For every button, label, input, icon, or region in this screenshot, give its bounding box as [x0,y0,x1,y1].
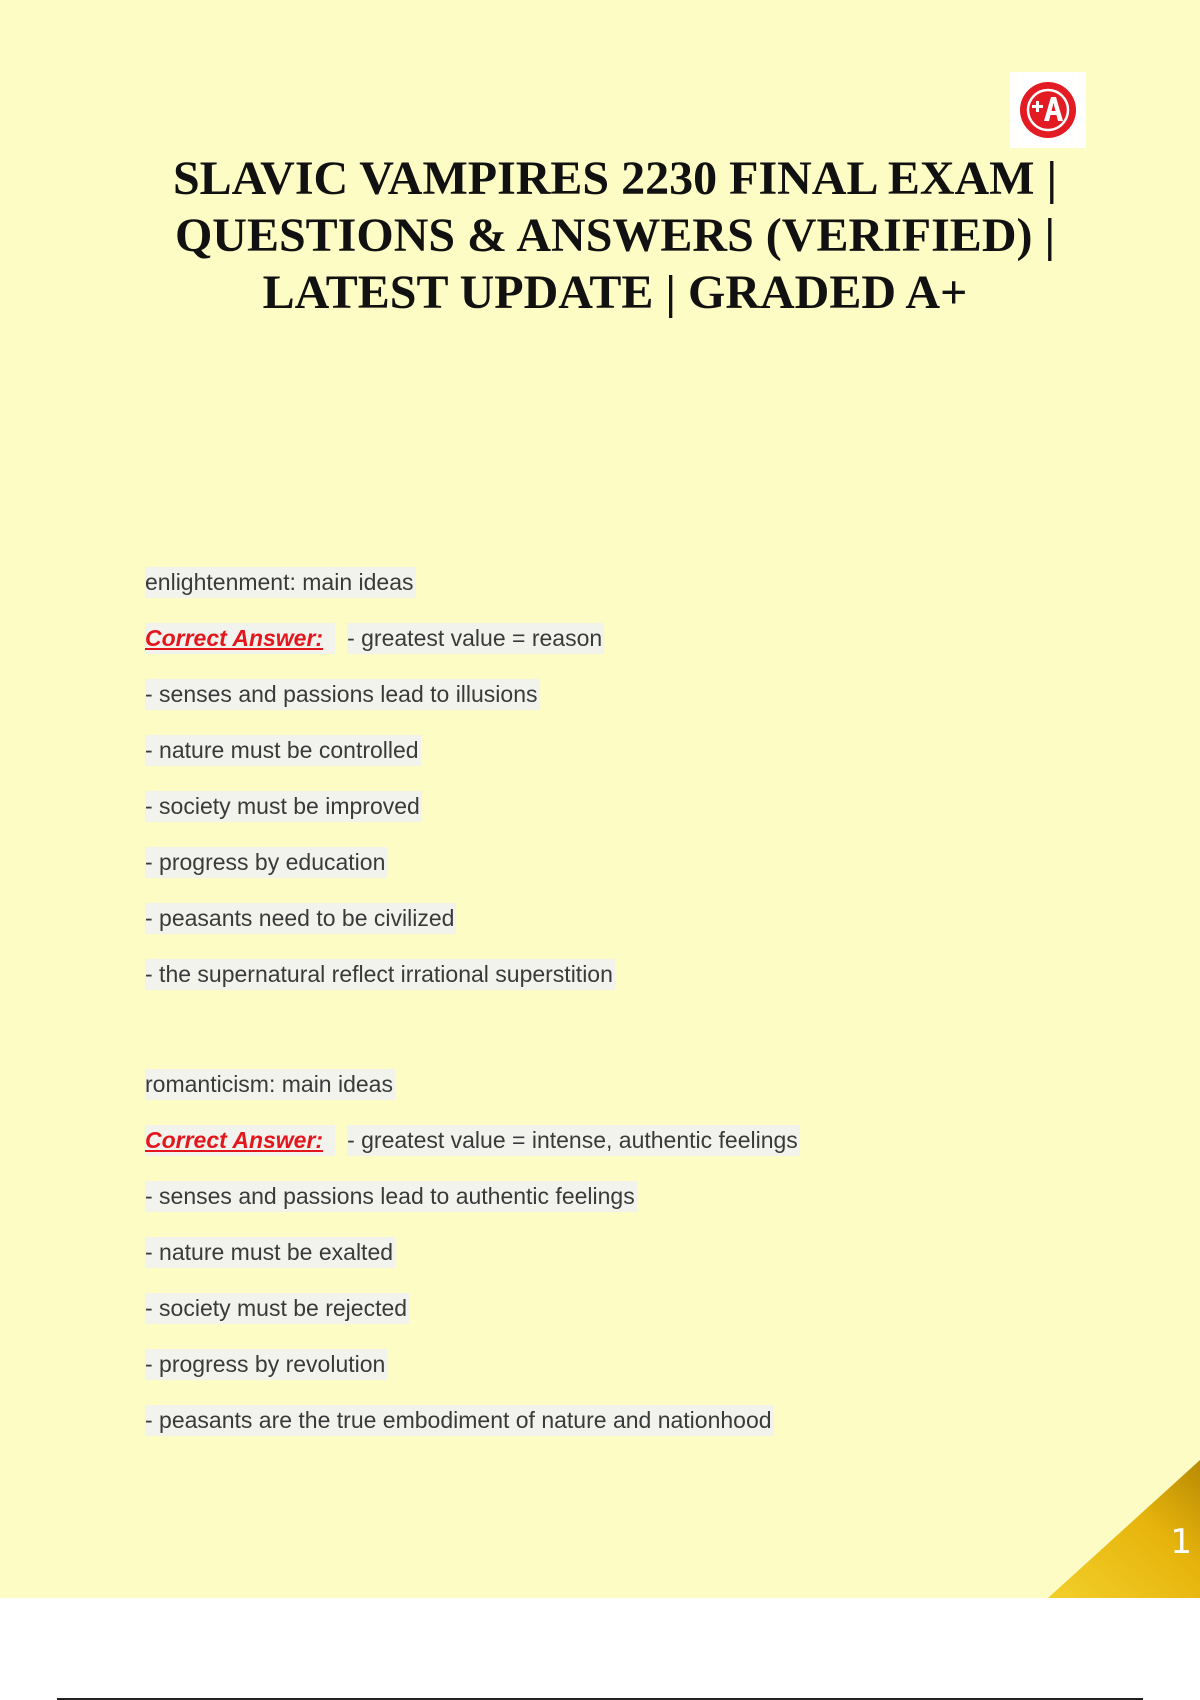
answer-line [145,890,615,946]
answer-line [145,1336,800,1392]
answer-line [145,1112,800,1168]
answer-line [145,834,615,890]
title-line: QUESTIONS & ANSWERS (VERIFIED) | [174,209,1056,262]
question-block [145,554,615,1002]
answer-line [145,610,615,666]
answer-line [145,778,615,834]
page-number: 1 [1170,1522,1192,1562]
answer-text: - peasants need to be civilized [145,903,456,934]
answer-text: - greatest value = reason [347,623,604,654]
correct-answer-label: Correct Answer: [145,623,335,654]
answer-line [145,1392,800,1448]
question-line [145,1056,800,1112]
question-text: romanticism: main ideas [145,1069,395,1100]
answer-line [145,1168,800,1224]
answer-text: - peasants are the true embodiment of nature and nationhood [145,1405,774,1436]
correct-answer-label: Correct Answer: [145,1125,335,1156]
answer-line [145,722,615,778]
graded-a-plus-logo-icon [1010,72,1086,148]
answer-line [145,666,615,722]
answer-text: - senses and passions lead to authentic feelings [145,1181,637,1212]
answer-text: - nature must be exalted [145,1237,395,1268]
answer-text: - progress by revolution [145,1349,387,1380]
answer-text: - the supernatural reflect irrational superstition [145,959,615,990]
answer-line [145,946,615,1002]
title-line: LATEST UPDATE | GRADED A+ [262,266,968,319]
question-line [145,554,615,610]
question-block [145,1056,800,1448]
answer-text: - senses and passions lead to illusions [145,679,540,710]
title-line: SLAVIC VAMPIRES 2230 FINAL EXAM | [172,152,1058,205]
question-text: enlightenment: main ideas [145,567,416,598]
answer-text: - nature must be controlled [145,735,421,766]
answer-text: - progress by education [145,847,387,878]
answer-line [145,1280,800,1336]
answer-line [145,1224,800,1280]
answer-text: - society must be rejected [145,1293,409,1324]
document-title [120,150,1110,321]
answer-text: - greatest value = intense, authentic feelings [347,1125,800,1156]
answer-text: - society must be improved [145,791,422,822]
